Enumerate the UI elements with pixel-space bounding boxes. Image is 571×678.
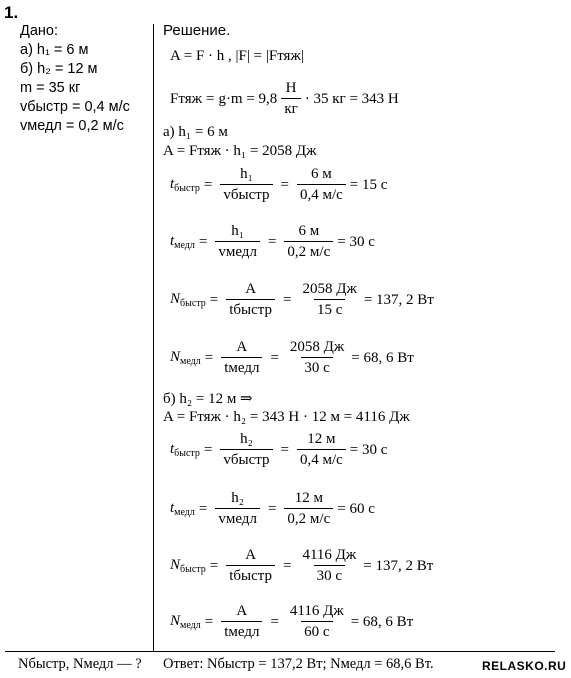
- problem-number: 1.: [4, 3, 19, 22]
- eq-result: = 15 с: [349, 176, 388, 193]
- eq-result: = 30 с: [349, 441, 388, 458]
- eq-work-formula: A = F · h , |F| = |Fтяж|: [170, 48, 304, 64]
- eq-a-t-slow: $t_{медл}$ = $\frac{\text{h₁}}{\text{vмедл}}$ = $\frac{6 м}{0,2 м/с}$ = 30 с: [170, 223, 375, 260]
- fraction-symbolic: $\frac{A}{\text{tбыстр}}$: [226, 281, 275, 319]
- part-a-work: A = Fтяж · h₁ = 2058 Дж: [163, 143, 317, 159]
- eq-a-t-fast: $t_{быстр}$ = $\frac{\text{h₁}}{\text{vбыстр}}$ = $\frac{6 м}{0,4 м/с}$ = 15 с: [170, 166, 388, 203]
- part-b-work: A = Fтяж · h₂ = 343 Н · 12 м = 4116 Дж: [163, 409, 410, 425]
- eq-a-n-slow: $N_{медл}$ = $\frac{A}{\text{tмедл}}$ = $\frac{2058 Дж}{30 с}$ = 68, 6 Вт: [170, 339, 414, 376]
- eq-gravity-lhs: Fтяж: [170, 90, 202, 107]
- eq-lhs: $t_{медл}$: [170, 500, 195, 518]
- fraction-symbolic: $\frac{\text{h₂}}{\text{vбыстр}}$: [220, 431, 272, 469]
- given-item-h2: б) h₂ = 12 м: [20, 61, 98, 77]
- fraction-numeric: $\frac{6 м}{0,2 м/с}$: [284, 223, 333, 261]
- fraction-symbolic: $\frac{\text{h₁}}{\text{vмедл}}$: [215, 223, 260, 261]
- given-item-v-slow: vмедл = 0,2 м/с: [20, 118, 124, 134]
- fraction-numeric: $\frac{4116 Дж}{30 с}$: [302, 547, 357, 584]
- fraction-symbolic: $\frac{A}{\text{tмедл}}$: [221, 603, 262, 641]
- part-b-label: б) h₂ = 12 м ⇒: [163, 391, 253, 407]
- eq-b-n-slow: $N_{медл}$ = $\frac{A}{\text{tмедл}}$ = $\frac{4116 Дж}{60 с}$ = 68, 6 Вт: [170, 603, 414, 640]
- eq-b-n-fast: $N_{быстр}$ = $\frac{A}{\text{tбыстр}}$ = $\frac{4116 Дж}{30 с}$ = 137, 2 Вт: [170, 547, 434, 584]
- given-item-h1: а) h₁ = 6 м: [20, 42, 89, 58]
- eq-result: = 68, 6 Вт: [350, 613, 414, 630]
- given-section: [20, 22, 130, 136]
- eq-gravity-unit: $\frac{Н}{кг}$: [281, 80, 300, 118]
- fraction-symbolic: $\frac{\text{h₂}}{\text{vмедл}}$: [215, 490, 260, 528]
- horizontal-divider: [5, 651, 555, 652]
- eq-lhs: $N_{медл}$: [170, 613, 201, 631]
- given-item-v-fast: vбыстр = 0,4 м/с: [20, 99, 130, 115]
- fraction-numeric: $\frac{4116 Дж}{60 с}$: [289, 603, 344, 640]
- eq-gravity-force: Fтяж = g·m = 9,8 $\frac{Н}{кг}$ · 35 кг = 343 Н: [170, 80, 399, 117]
- eq-lhs: $t_{быстр}$: [170, 176, 200, 194]
- fraction-numeric: $\frac{2058 Дж}{30 с}$: [289, 339, 345, 376]
- fraction-symbolic: $\frac{A}{\text{tбыстр}}$: [226, 547, 275, 585]
- fraction-numeric: $\frac{6 м}{0,4 м/с}$: [297, 166, 346, 204]
- find-question: Nбыстр, Nмедл — ?: [18, 656, 142, 672]
- eq-result: = 60 с: [337, 500, 375, 517]
- eq-gravity-mid: g·m = 9,8: [218, 90, 278, 107]
- given-title: Дано:: [20, 23, 58, 39]
- answer-line: Ответ: Nбыстр = 137,2 Вт; Nмедл = 68,6 Вт.: [163, 656, 434, 672]
- vertical-divider: [153, 24, 154, 651]
- given-item-mass: m = 35 кг: [20, 80, 81, 96]
- eq-lhs: $t_{медл}$: [170, 233, 195, 251]
- eq-lhs: $N_{медл}$: [170, 349, 201, 367]
- fraction-numeric: $\frac{12 м}{0,4 м/с}$: [297, 431, 346, 469]
- eq-b-t-fast: $t_{быстр}$ = $\frac{\text{h₂}}{\text{vбыстр}}$ = $\frac{12 м}{0,4 м/с}$ = 30 с: [170, 431, 388, 468]
- eq-b-t-slow: $t_{медл}$ = $\frac{\text{h₂}}{\text{vмедл}}$ = $\frac{12 м}{0,2 м/с}$ = 60 с: [170, 490, 375, 527]
- eq-a-n-fast: $N_{быстр}$ = $\frac{A}{\text{tбыстр}}$ = $\frac{2058 Дж}{15 с}$ = 137, 2 Вт: [170, 281, 434, 318]
- eq-result: = 137, 2 Вт: [363, 291, 434, 308]
- eq-result: = 68, 6 Вт: [351, 349, 414, 366]
- fraction-numeric: $\frac{2058 Дж}{15 с}$: [302, 281, 357, 318]
- eq-lhs: $N_{быстр}$: [170, 557, 206, 575]
- solution-title: Решение.: [163, 22, 231, 39]
- eq-result: = 30 с: [337, 233, 375, 250]
- fraction-symbolic: $\frac{\text{h₁}}{\text{vбыстр}}$: [220, 166, 272, 204]
- eq-gravity-rest: · 35 кг = 343 Н: [304, 90, 399, 107]
- eq-result: = 137, 2 Вт: [363, 557, 434, 574]
- fraction-numeric: $\frac{12 м}{0,2 м/с}$: [284, 490, 333, 528]
- watermark-logo: RELASKO.RU: [482, 659, 567, 673]
- part-a-label: а) h₁ = 6 м: [163, 124, 228, 140]
- eq-lhs: $N_{быстр}$: [170, 291, 206, 309]
- eq-lhs: $t_{быстр}$: [170, 441, 200, 459]
- fraction-symbolic: $\frac{A}{\text{tмедл}}$: [221, 339, 262, 377]
